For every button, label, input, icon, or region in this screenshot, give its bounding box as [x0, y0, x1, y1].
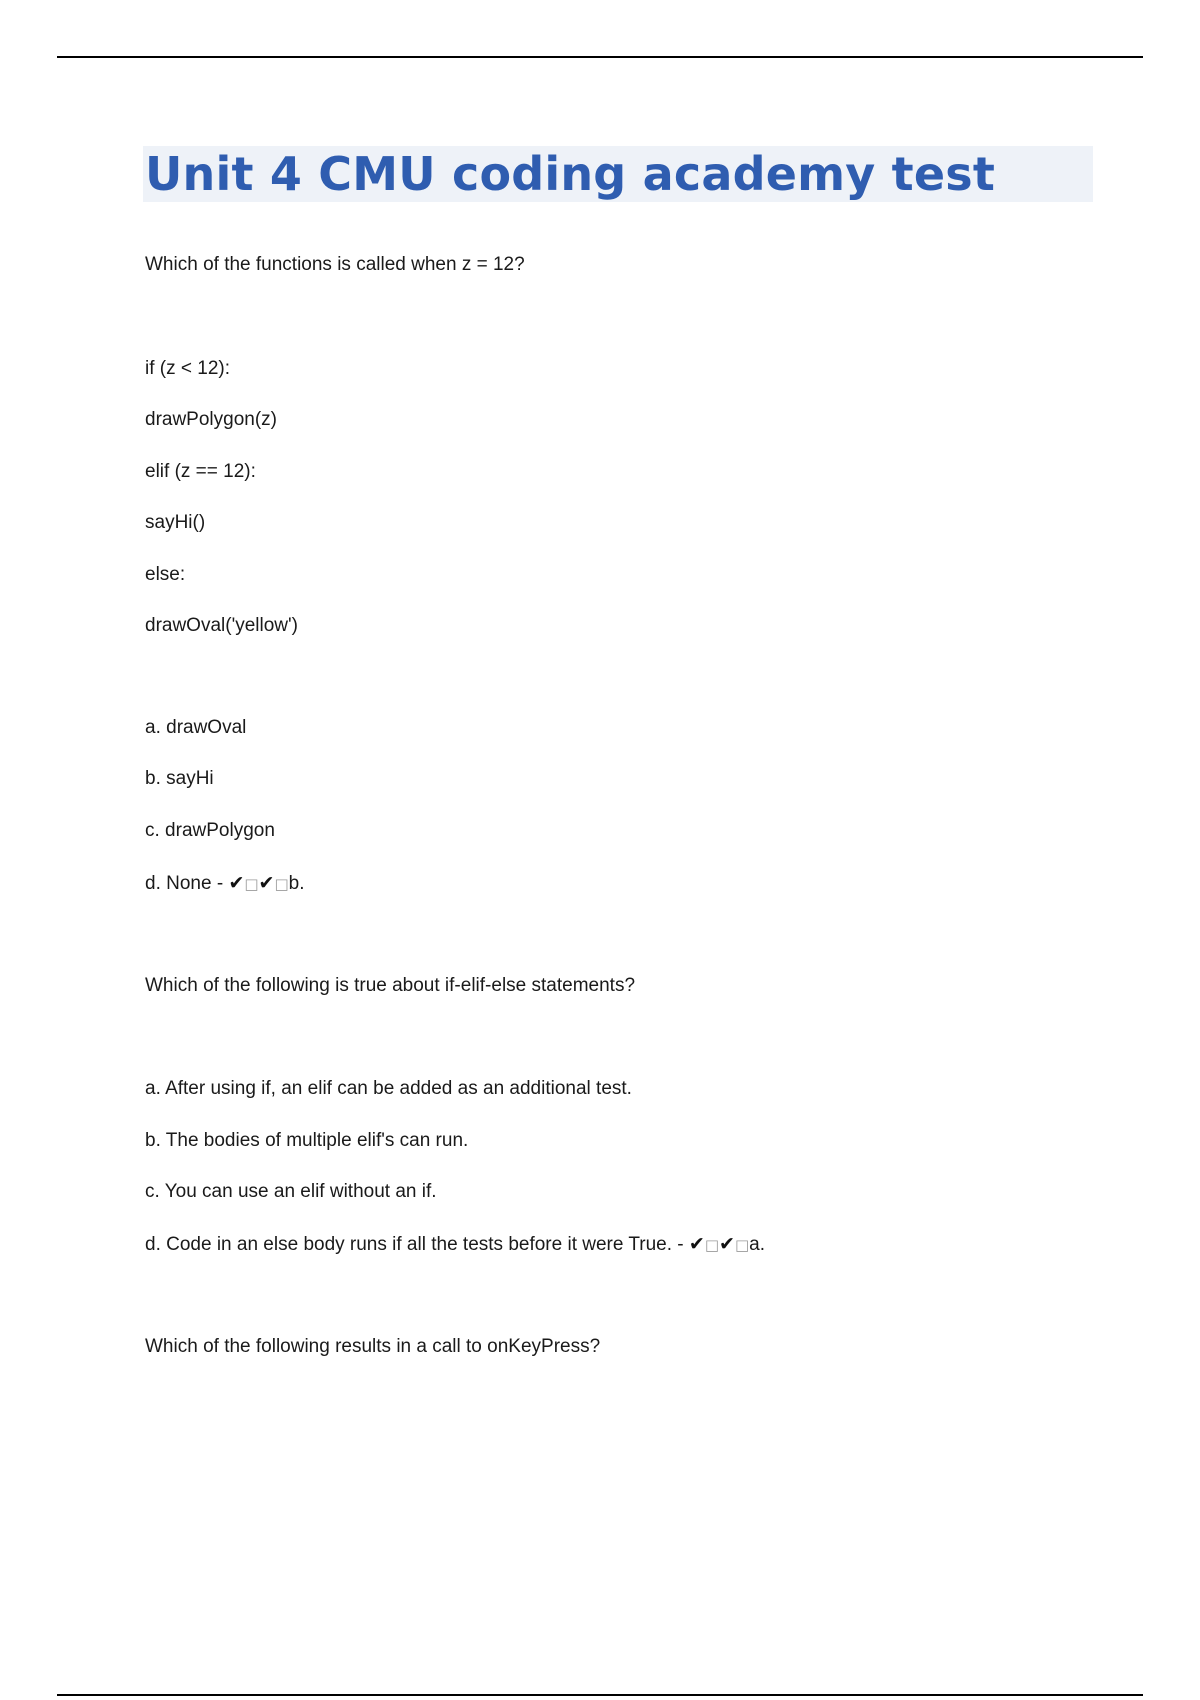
code-line: drawOval('yellow')	[145, 615, 298, 636]
bottom-rule	[57, 1694, 1143, 1696]
answer-option: a. After using if, an elif can be added as an additional test.	[145, 1078, 632, 1099]
answer-option: b. The bodies of multiple elif's can run.	[145, 1130, 469, 1151]
answer-option: c. You can use an elif without an if.	[145, 1181, 437, 1202]
checkmark-icon: ✔	[258, 872, 275, 894]
code-line: elif (z == 12):	[145, 461, 256, 482]
answer-key: b.	[288, 873, 305, 894]
question-2-text: Which of the following is true about if-elif-else statements?	[145, 975, 636, 996]
checkmark-icon: ✔	[228, 872, 245, 894]
code-line: drawPolygon(z)	[145, 409, 277, 430]
checkbox-icon: □	[704, 1236, 720, 1254]
code-line: if (z < 12):	[145, 358, 230, 379]
checkmark-icon: ✔	[688, 1233, 705, 1255]
answer-option-text: d. None -	[145, 873, 229, 894]
top-rule	[57, 56, 1143, 58]
page-title: Unit 4 CMU coding academy test	[145, 147, 996, 201]
answer-option-with-key	[145, 871, 305, 896]
code-line: sayHi()	[145, 512, 206, 533]
answer-option-with-key	[145, 1232, 765, 1257]
answer-key: a.	[749, 1234, 765, 1255]
question-3-text: Which of the following results in a call to onKeyPress?	[145, 1336, 601, 1357]
question-1-text: Which of the functions is called when z = 12?	[145, 254, 525, 275]
checkbox-icon: □	[734, 1236, 750, 1254]
answer-option: c. drawPolygon	[145, 820, 275, 841]
code-line: else:	[145, 564, 186, 585]
checkbox-icon: □	[244, 875, 259, 893]
checkbox-icon: □	[274, 875, 289, 893]
answer-option: a. drawOval	[145, 717, 247, 738]
checkmark-icon: ✔	[719, 1233, 735, 1255]
answer-option: b. sayHi	[145, 768, 214, 789]
answer-option-text: d. Code in an else body runs if all the tests before it were True. -	[145, 1234, 689, 1255]
